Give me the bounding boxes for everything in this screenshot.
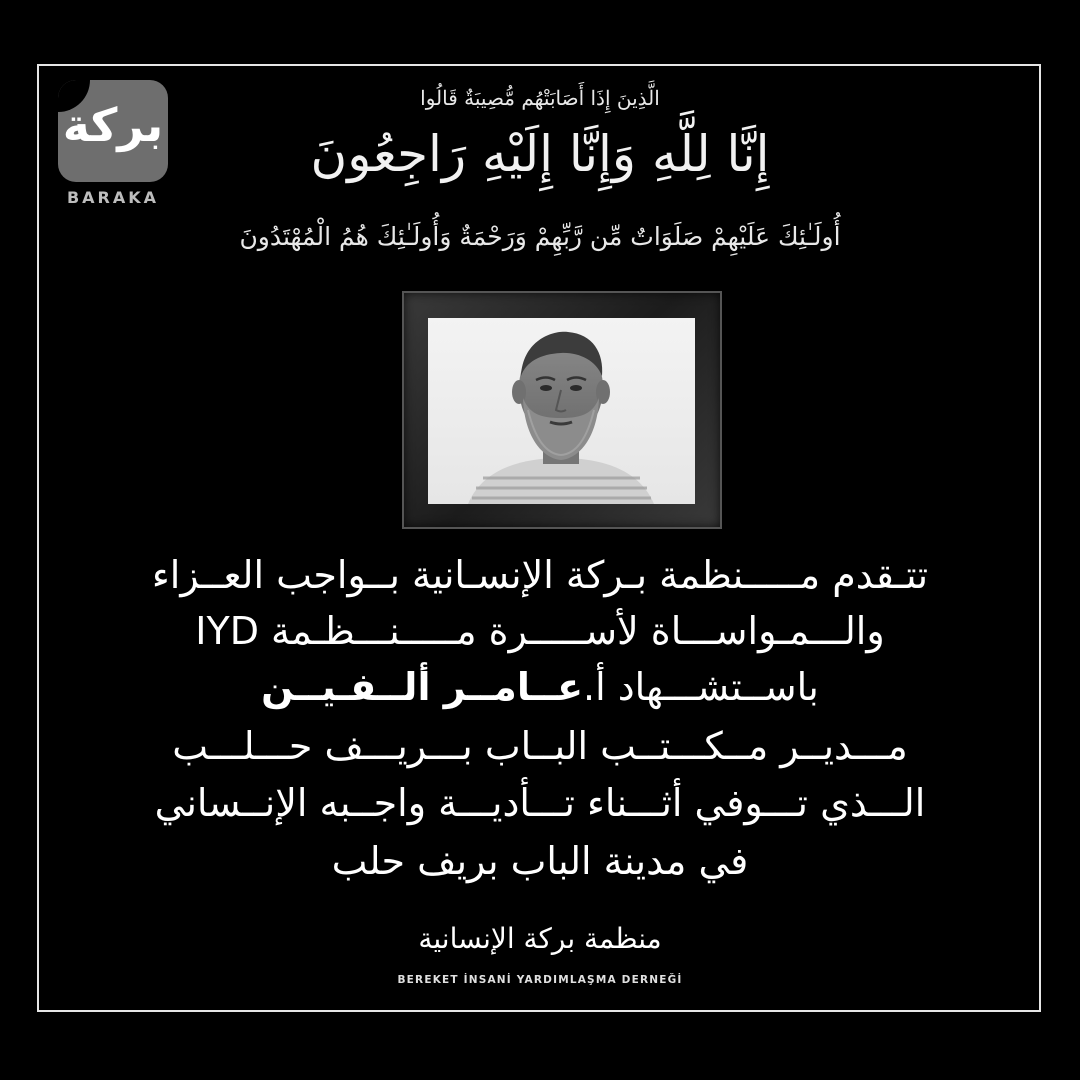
message-line-1: تتـقدم مـــــنظمة بـركة الإنسـانية بــواجب العــزاء (151, 553, 929, 597)
baraka-logo (58, 80, 168, 210)
verse-main: إِنَّا لِلَّهِ وَإِنَّا إِلَيْهِ رَاجِعُونَ (310, 125, 770, 183)
org-name-arabic: منظمة بركة الإنسانية (418, 922, 662, 955)
message-line-4: مـــديــر مــكـــتــب البــاب بـــريـــف حـــلـــب (172, 724, 908, 768)
logo-text: BARAKA (66, 188, 160, 207)
message-line-5: الـــذي تـــوفي أثـــناء تـــأديـــة واجــبه الإنــساني (154, 781, 926, 825)
message-line-6: في مدينة الباب بريف حلب (331, 839, 749, 883)
photo-frame (402, 291, 722, 529)
logo-mark: بركة (62, 98, 164, 152)
verse-intro: الَّذِينَ إِذَا أَصَابَتْهُم مُّصِيبَةٌ قَالُوا (420, 86, 660, 110)
verse-follow: أُولَـٰئِكَ عَلَيْهِمْ صَلَوَاتٌ مِّن رَّبِّهِمْ وَرَحْمَةٌ وَأُولَـٰئِكَ هُمُ الْمُهْتَدُونَ (239, 222, 841, 251)
message-line-2: والـــمـواســـاة لأســـــرة مـــــنـــظـمة IYD (195, 609, 885, 653)
martyrdom-prefix: باســتشـــهاد أ. (583, 665, 819, 709)
deceased-name: عــامــر ألــفـيــن (261, 665, 584, 709)
org-name-turkish: BEREKET İNSANİ YARDIMLAŞMA DERNEĞİ (397, 974, 683, 986)
portrait-illustration (428, 318, 695, 504)
message-line-3 (80, 665, 1000, 709)
portrait-photo (428, 318, 695, 504)
logo-tile (58, 80, 168, 182)
